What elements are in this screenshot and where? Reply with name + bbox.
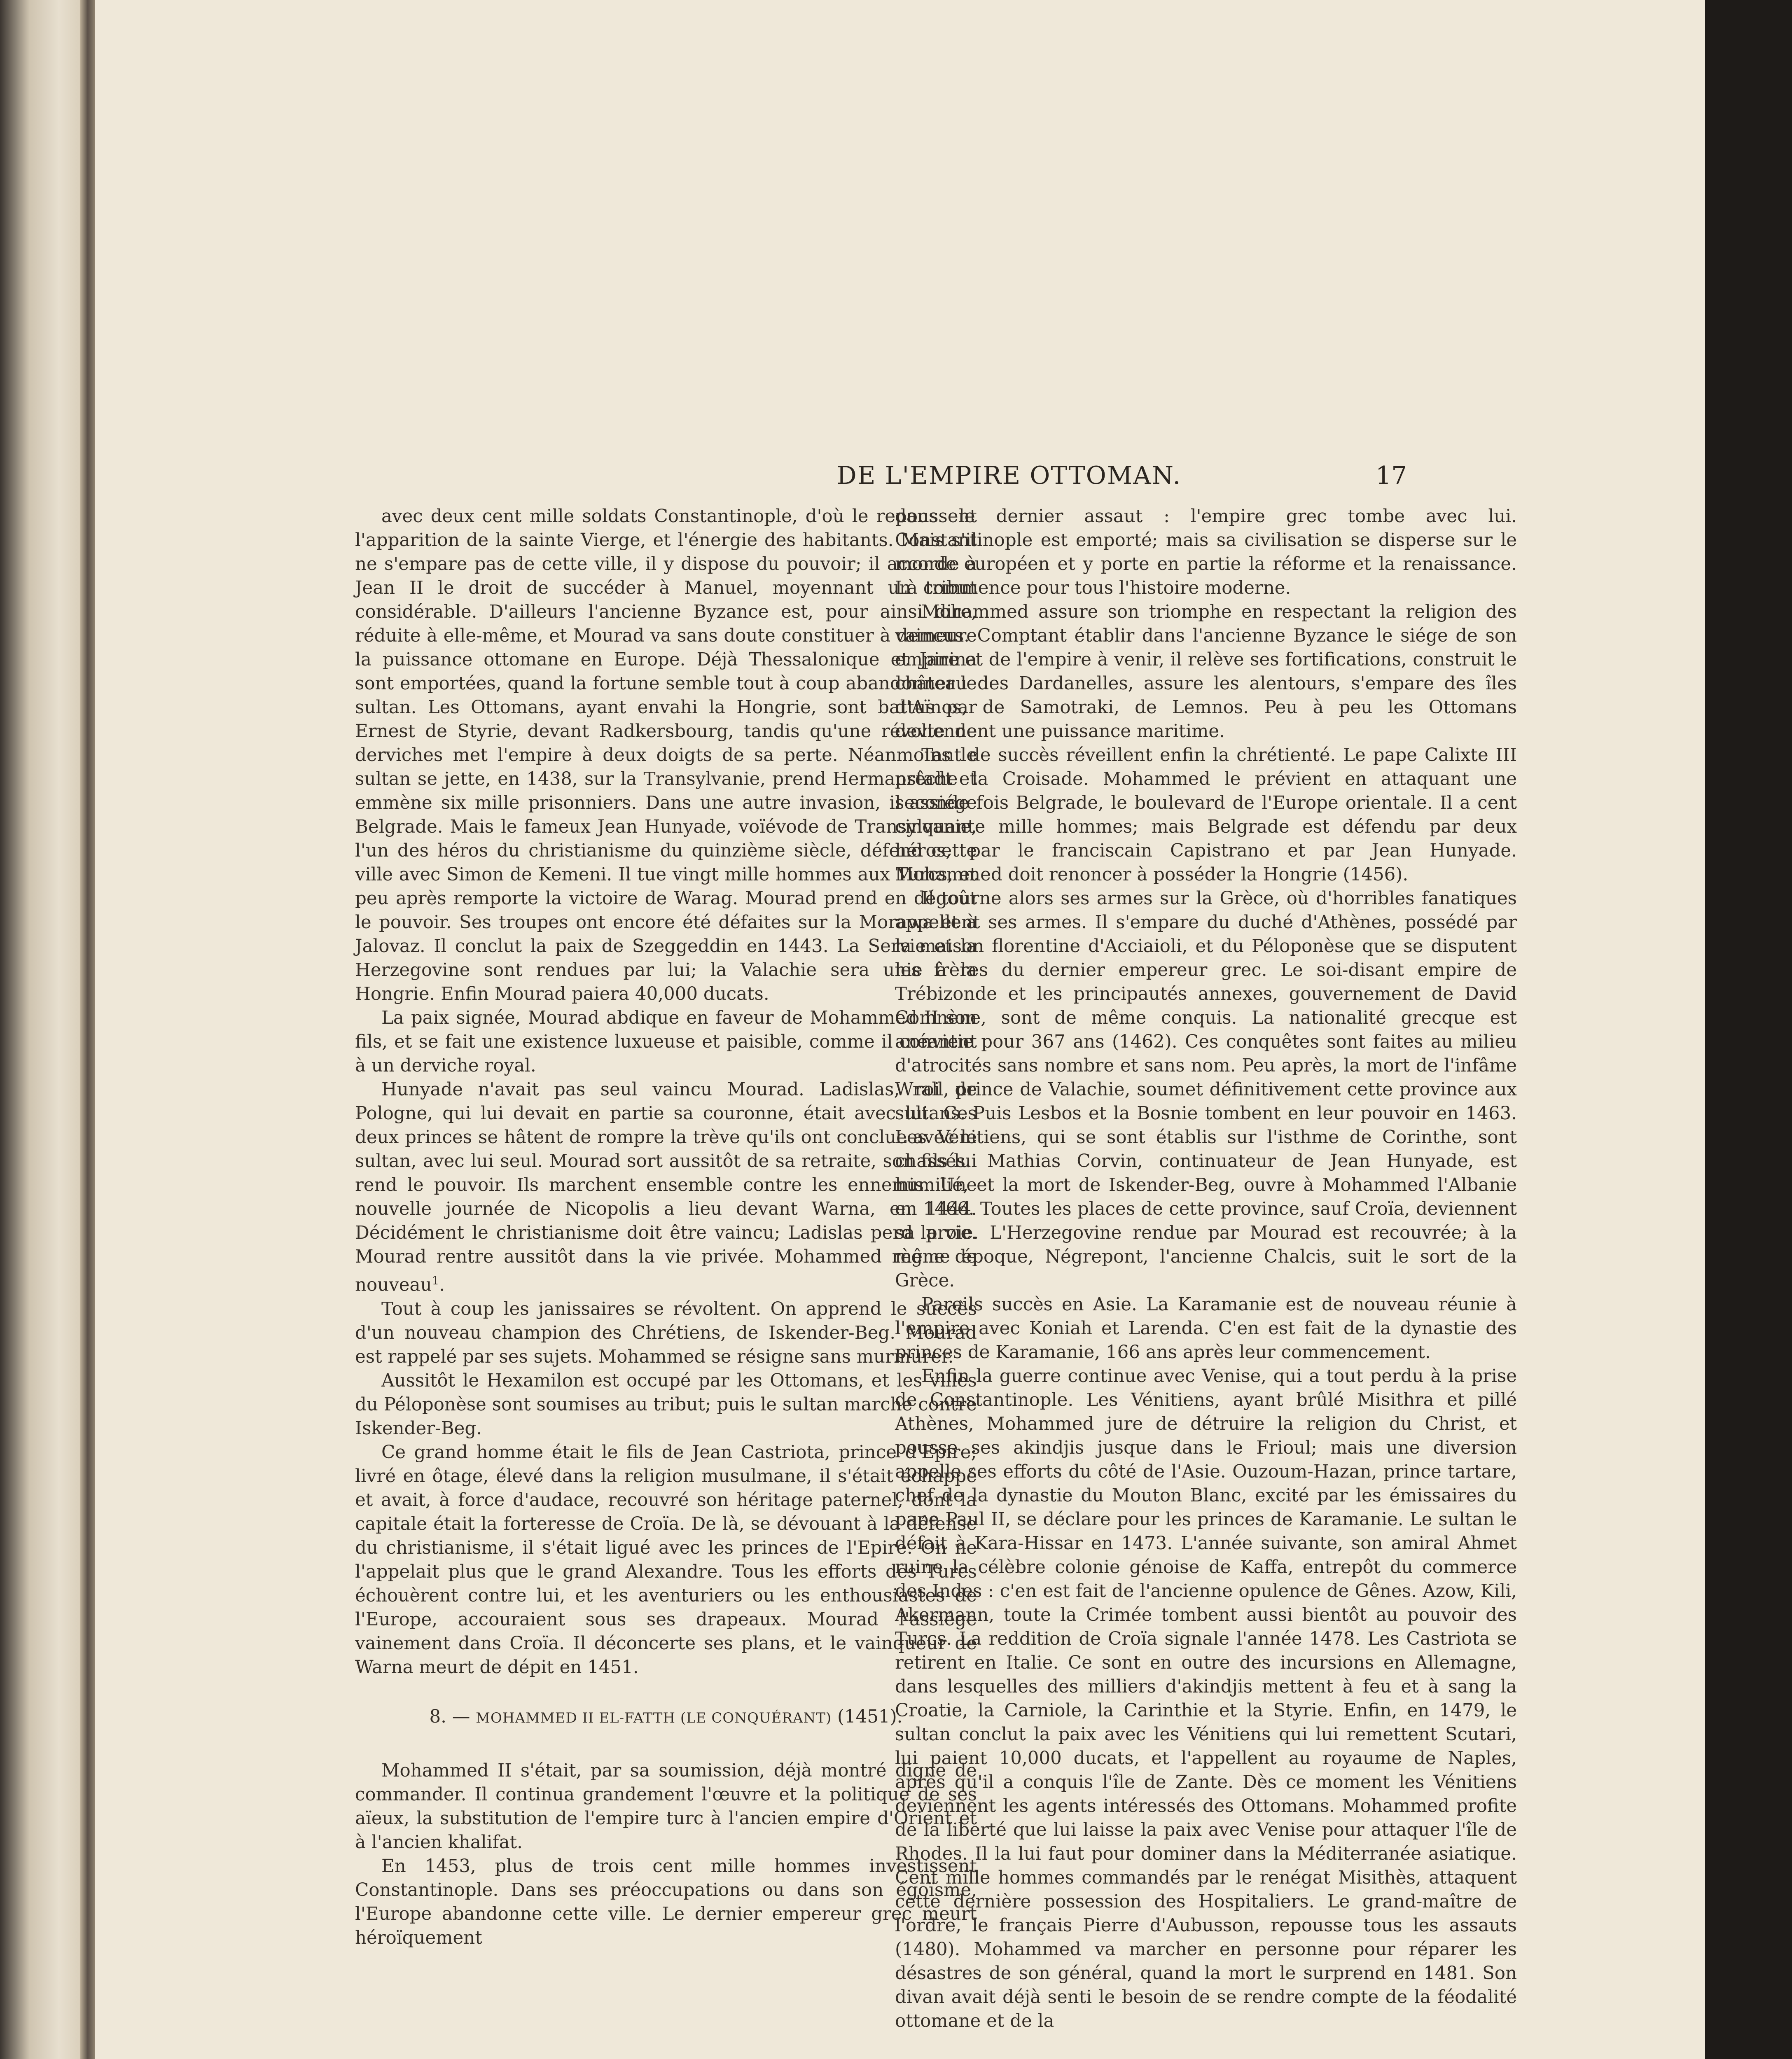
previous-page-edge <box>0 0 84 2059</box>
section-date: (1451). <box>837 1706 903 1727</box>
paragraph: Enfin la guerre continue avec Venise, qui a tout perdu à la prise de Constantinople. Les Vénitiens, ayant brûlé Misithra et pillé Athènes, Mohammed jure de détruire la religion du Christ, et pousse ses akindjis jusque dans le Frioul; mais une diversion appelle ses efforts du côté de l'Asie. Ouzoum-Hazan, prince tartare, chef de la dynastie du Mouton Blanc, excité par les émissaires du pape Paul II, se déclare pour les princes de Karamanie. Le sultan le défait à Kara-Hissar en 1473. L'année suivante, son amiral Ahmet ruine la célèbre colonie génoise de Kaffa, entrepôt du commerce des Indes : c'en est fait de l'ancienne opulence de Gênes. Azow, Kili, Akermann, toute la Crimée tombent aussi bientôt au pouvoir des Turcs. La reddition de Croïa signale l'année 1478. Les Castriota se retirent en Italie. Ce sont en outre des incursions en Allemagne, dans lesquelles des milliers d'akindjis mettent à feu et à sang la Croatie, la Carniole, la Carinthie et la Styrie. Enfin, en 1479, le sultan conclut la paix avec les Vénitiens qui lui remettent Scutari, lui paient 10,000 ducats, et l'appellent au royaume de Naples, après qu'il a conquis l'île de Zante. Dès ce moment les Vénitiens deviennent les agents intéressés des Ottomans. Mohammed profite de la liberté que lui laisse la paix avec Venise pour attaquer l'île de Rhodes. Il la lui faut pour dominer dans la Méditerranée asiatique. Cent mille hommes commandés par le renégat Misithès, attaquent cette dernière possession des Hospitaliers. Le grand-maître de l'ordre, le français Pierre d'Aubusson, repousse tous les assauts (1480). Mohammed va marcher en personne pour réparer les désastres de son général, quand la mort le surprend en 1481. Son divan avait déjà senti le besoin de se rendre compte de la féodalité ottomane et de la <box>895 1366 1517 2031</box>
page-background-edge <box>1705 0 1792 2059</box>
right-column <box>895 504 1517 2033</box>
paragraph: Il tourne alors ses armes sur la Grèce, où d'horribles fanatiques appellent ses armes. Il s'empare du duché d'Athènes, possédé par la maison florentine d'Acciaioli, et du Péloponèse que se disputent les frères du dernier empereur grec. Le soi-disant empire de Trébizonde et les principautés annexes, gouvernement de David Comnène, sont de même conquis. La nationalité grecque est anéantie pour 367 ans (1462). Ces conquêtes sont faites au milieu d'atrocités sans nombre et sans nom. Peu après, la mort de l'infâme Wrall, prince de Valachie, soumet définitivement cette province aux sultans. Puis Lesbos et la Bosnie tombent en leur pouvoir en 1463. Les Vénitiens, qui se sont établis sur l'isthme de Corinthe, sont chassés. Mathias Corvin, continuateur de Jean Hunyade, est humilié, et la mort de Iskender-Beg, ouvre à Mohammed l'Albanie en 1466. Toutes les places de cette province, sauf Croïa, deviennent sa proie. L'Herzegovine rendue par Mourad est recouvrée; à la même époque, Négrepont, l'ancienne Chalcis, suit le sort de la Grèce. <box>895 888 1517 1291</box>
footnote-reference: 1 <box>432 1274 439 1287</box>
paragraph: dans le dernier assaut : l'empire grec tombe avec lui. Constantinople est emporté; mais sa civilisation se disperse sur le monde européen et y porte en partie la réforme et la renaissance. Là commence pour tous l'histoire moderne. <box>895 506 1517 598</box>
paragraph: Tout à coup les janissaires se révoltent. On apprend le succès d'un nouveau champion des Chrétiens, de Iskender-Beg. Mourad est rappelé par ses sujets. Mohammed se résigne sans murmurer. <box>355 1298 977 1367</box>
section-title: MOHAMMED II EL-FATTH (LE CONQUÉRANT) <box>476 1709 832 1726</box>
page-number: 17 <box>1376 461 1407 490</box>
paragraph: Hunyade n'avait pas seul vaincu Mourad. Ladislas, roi de Pologne, qui lui devait en partie sa couronne, était avec lui. Ces deux princes se hâtent de rompre la trève qu'ils ont conclue avec le sultan, avec lui seul. Mourad sort aussitôt de sa retraite, son fils lui rend le pouvoir. Ils marchent ensemble contre les ennemis. Une nouvelle journée de Nicopolis a lieu devant Warna, en 1444. Décidément le christianisme doit être vaincu; Ladislas perd la vie. Mourad rentre aussitôt dans la vie privée. Mohammed règne de nouveau$^1$. <box>355 1079 977 1296</box>
section-heading <box>355 1705 977 1730</box>
running-title: DE L'EMPIRE OTTOMAN. <box>836 461 1182 490</box>
section-number: 8. — <box>429 1706 470 1727</box>
paragraph: Aussitôt le Hexamilon est occupé par les Ottomans, et les villes du Péloponèse sont soumises au tribut; puis le sultan marche contre Iskender-Beg. <box>355 1370 977 1439</box>
paragraph: En 1453, plus de trois cent mille hommes investissent Constantinople. Dans ses préoccupations ou dans son égoïsme, l'Europe abandonne cette ville. Le dernier empereur grec meurt héroïquement <box>355 1856 977 1948</box>
paragraph: Tant de succès réveillent enfin la chrétienté. Le pape Calixte III prêche la Croisade. Mohammed le prévient en attaquant une seconde fois Belgrade, le boulevard de l'Europe orientale. Il a cent cinquante mille hommes; mais Belgrade est défendu par deux héros, par le franciscain Capistrano et par Jean Hunyade. Mohammed doit renoncer à posséder la Hongrie (1456). <box>895 745 1517 885</box>
paragraph: Mohammed assure son triomphe en respectant la religion des vaincus. Comptant établir dans l'ancienne Byzance le siége de son empire et de l'empire à venir, il relève ses fortifications, construit le château des Dardanelles, assure les alentours, s'empare des îles d'Aïnos, de Samotraki, de Lemnos. Peu à peu les Ottomans deviennent une puissance maritime. <box>895 602 1517 742</box>
book-gutter <box>80 0 97 2059</box>
paragraph: Pareils succès en Asie. La Karamanie est de nouveau réunie à l'empire avec Koniah et Larenda. C'en est fait de la dynastie des princes de Karamanie, 166 ans après leur commencement. <box>895 1294 1517 1363</box>
left-column <box>355 504 977 1950</box>
paragraph: Ce grand homme était le fils de Jean Castriota, prince d'Epire; livré en ôtage, élevé dans la religion musulmane, il s'était échappé et avait, à force d'audace, recouvré son héritage paternel, dont la capitale était la forteresse de Croïa. De là, se dévouant à la défense du christianisme, il s'était ligué avec les princes de l'Epire. On ne l'appelait plus que le grand Alexandre. Tous les efforts des Turcs échouèrent contre lui, et les aventuriers ou les enthousiastes de l'Europe, accouraient sous ses drapeaux. Mourad l'assiége vainement dans Croïa. Il déconcerte ses plans, et le vainqueur de Warna meurt de dépit en 1451. <box>355 1442 977 1678</box>
paragraph: Mohammed II s'était, par sa soumission, déjà montré digne de commander. Il continua grandement l'œuvre et la politique de ses aïeux, la substitution de l'empire turc à l'ancien empire d'Orient et à l'ancien khalifat. <box>355 1760 977 1853</box>
paragraph: avec deux cent mille soldats Constantinople, d'où le repoussent l'apparition de la sainte Vierge, et l'énergie des habitants. Mais s'il ne s'empare pas de cette ville, il y dispose du pouvoir; il accorde à Jean II le droit de succéder à Manuel, moyennant un tribut considérable. D'ailleurs l'ancienne Byzance est, pour ainsi dire, réduite à elle-même, et Mourad va sans doute constituer à demeure la puissance ottomane en Europe. Déjà Thessalonique et Janina sont emportées, quand la fortune semble tout à coup abandonner le sultan. Les Ottomans, ayant envahi la Hongrie, sont battus par Ernest de Styrie, devant Radkersbourg, tandis qu'une révolte de derviches met l'empire à deux doigts de sa perte. Néanmoins le sultan se jette, en 1438, sur la Transylvanie, prend Hermanstadt et emmène six mille prisonniers. Dans une autre invasion, il assiége Belgrade. Mais le fameux Jean Hunyade, voïévode de Transylvanie, l'un des héros du christianisme du quinzième siècle, défend cette ville avec Simon de Kemeni. Il tue vingt mille hommes aux Turcs, et peu après remporte la victoire de Warag. Mourad prend en dégoût le pouvoir. Ses troupes ont encore été défaites sur la Morawa et à Jalovaz. Il conclut la paix de Szeggeddin en 1443. La Servie et la Herzegovine sont rendues par lui; la Valachie sera unie à la Hongrie. Enfin Mourad paiera 40,000 ducats. <box>355 506 977 1004</box>
paragraph: La paix signée, Mourad abdique en faveur de Mohammed II son fils, et se fait une existence luxueuse et paisible, comme il convient à un derviche royal. <box>355 1008 977 1076</box>
